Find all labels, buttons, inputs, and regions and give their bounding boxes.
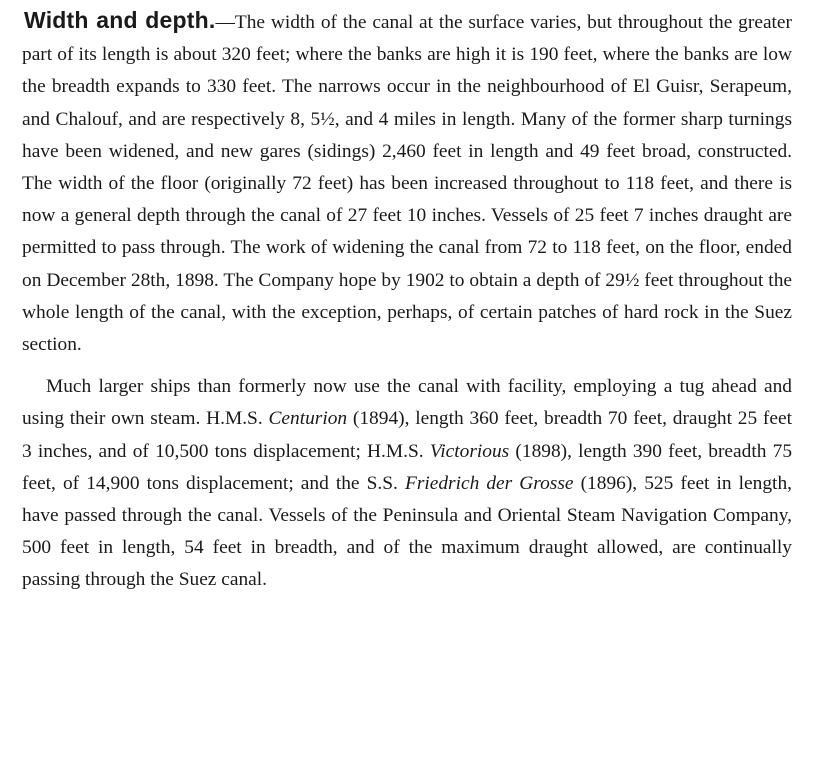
heading-dash: — (215, 12, 235, 33)
paragraph-2-text-part-4: (1896), 525 feet in length, have passed through the canal. Vessels of the Peninsula and Oriental Steam Navigation Company, 500 feet in length, 54 feet in breadth, and of the maximum draught allowed, are continually passing through the Suez canal. (22, 472, 792, 591)
paragraph-larger-ships (22, 371, 792, 596)
paragraph-1-text: The width of the canal at the surface varies, but throughout the greater part of its length is about 320 feet; where the banks are high it is 190 feet, where the banks are low the breadth expands to 330 feet. The narrows occur in the neighbourhood of El Guisr, Serapeum, and Chalouf, and are respectively 8, 5½, and 4 miles in length. Many of the former sharp turnings have been widened, and new gares (sidings) 2,460 feet in length and 49 feet broad, constructed. The width of the floor (originally 72 feet) has been increased throughout to 118 feet, and there is now a general depth through the canal of 27 feet 10 inches. Vessels of 25 feet 7 inches draught are permitted to pass through. The work of widening the canal from 72 to 118 feet, on the floor, ended on December 28th, 1898. The Company hope by 1902 to obtain a depth of 29½ feet throughout the whole length of the canal, with the exception, perhaps, of certain patches of hard rock in the Suez section. (22, 12, 792, 356)
ship-name-centurion: Centurion (268, 408, 348, 430)
paragraph-2-text-part-3: (1898), length 390 feet, breadth 75 feet, of 14,900 tons displacement; and the S.S. (22, 440, 793, 494)
paragraph-2-text-part-1: Much larger ships than formerly now use the canal with facility, employing a tug ahead and using their own steam. H.M.S. (22, 376, 792, 430)
paragraph-2-text-part-2: (1894), length 360 feet, breadth 70 feet, draught 25 feet 3 inches, and of 10,500 tons displacement; H.M.S. (22, 408, 792, 462)
paragraph-width-and-depth (22, 4, 792, 361)
section-heading: Width and depth. (24, 7, 216, 33)
ship-name-friedrich-der-grosse: Friedrich der Grosse (404, 472, 574, 494)
document-page (22, 4, 792, 597)
ship-name-victorious: Victorious (429, 440, 510, 462)
